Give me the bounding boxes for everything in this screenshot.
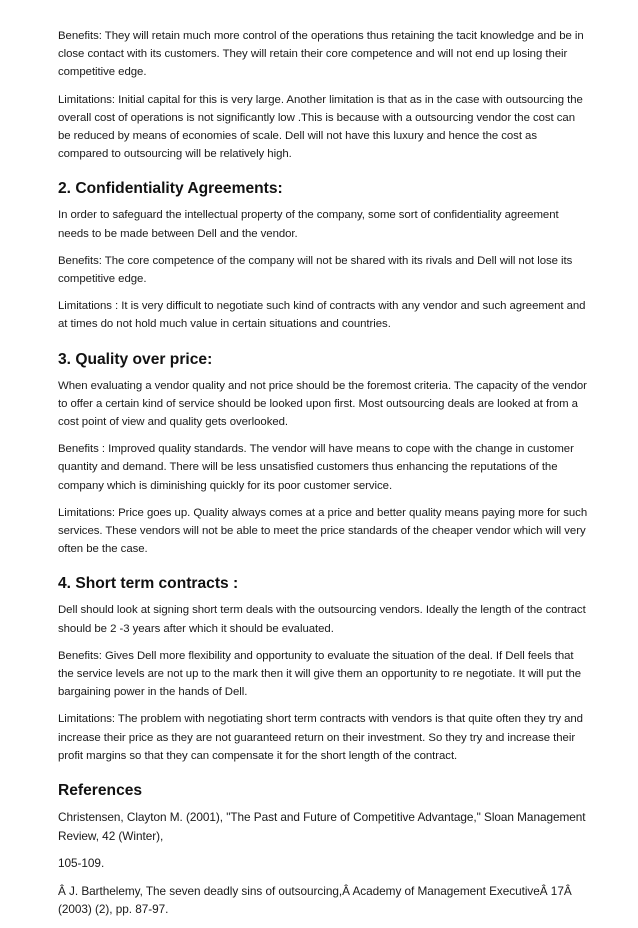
paragraph: Limitations: Price goes up. Quality always comes at a price and better quality means paying more for such services. These vendors will not be able to meet the price standards of the cheaper vendor which will very often be the case.	[58, 506, 588, 556]
paragraph: In order to safeguard the intellectual property of the company, some sort of confidentiality agreement needs to be made between Dell and the vendor.	[58, 209, 559, 240]
paragraph-limitations-intro: Limitations: Initial capital for this is very large. Another limitation is that as in the case with outsourcing the overall cost of operations is not significantly low .This is because with a outsourcing vendor the cost can be reduced by means of economies of scale. Dell will not have this luxury and hence the cost as compared to outsourcing will be relatively high.	[58, 93, 583, 161]
reference-item: Â J. Barthelemy, The seven deadly sins of outsourcing,Â Academy of Management ExecutiveÂ 17Â (2003) (2), pp. 87-97.	[58, 883, 572, 917]
reference-item: 105-109.	[58, 856, 105, 871]
paragraph: Limitations : It is very difficult to negotiate such kind of contracts with any vendor and such agreement and at times do not hold much value in certain situations and countries.	[58, 300, 586, 331]
section-heading-quality: 3. Quality over price:	[58, 350, 213, 368]
paragraph: Benefits: Gives Dell more flexibility and opportunity to evaluate the situation of the deal. If Dell feels that the service levels are not up to the mark then it will give them an opportunity to re negotiate. It will put the bargaining power in the hands of Dell.	[58, 649, 582, 699]
section-heading-references: References	[58, 782, 143, 800]
reference-item: Christensen, Clayton M. (2001), "The Past and Future of Competitive Advantage," Sloan Management Review, 42 (Winter),	[58, 810, 586, 843]
paragraph: Limitations: The problem with negotiating short term contracts with vendors is that quite often they try and increase their price as they are not guaranteed return on their investment. So they try and increase their profit margins so that they can compensate it for the short length of the contract.	[58, 713, 583, 762]
section-heading-confidentiality: 2. Confidentiality Agreements:	[58, 180, 283, 198]
paragraph: Benefits: The core competence of the company will not be shared with its rivals and Dell will not lose its competitive edge.	[58, 254, 573, 286]
paragraph: Dell should look at signing short term deals with the outsourcing vendors. Ideally the length of the contract should be 2 -3 years after which it should be evaluated.	[58, 604, 586, 635]
paragraph: Benefits : Improved quality standards. The vendor will have means to cope with the change in customer quantity and demand. There will be less unsatisfied customers thus enhancing the reputations of the company which is diminishing quickly for its poor customer service.	[58, 443, 574, 492]
references-list	[58, 808, 588, 919]
paragraph-benefits-intro: Benefits: They will retain much more control of the operations thus retaining the tacit knowledge and be in close contact with its customers. They will retain their core competence and will not end up losing their competitive edge.	[58, 30, 584, 79]
document-body	[58, 27, 588, 928]
section-heading-short-term: 4. Short term contracts :	[58, 575, 239, 593]
paragraph: When evaluating a vendor quality and not price should be the foremost criteria. The capacity of the vendor to offer a certain kind of service should be looked upon first. Most outsourcing deals are looked at from a cost point of view and quality gets overlooked.	[58, 379, 587, 429]
